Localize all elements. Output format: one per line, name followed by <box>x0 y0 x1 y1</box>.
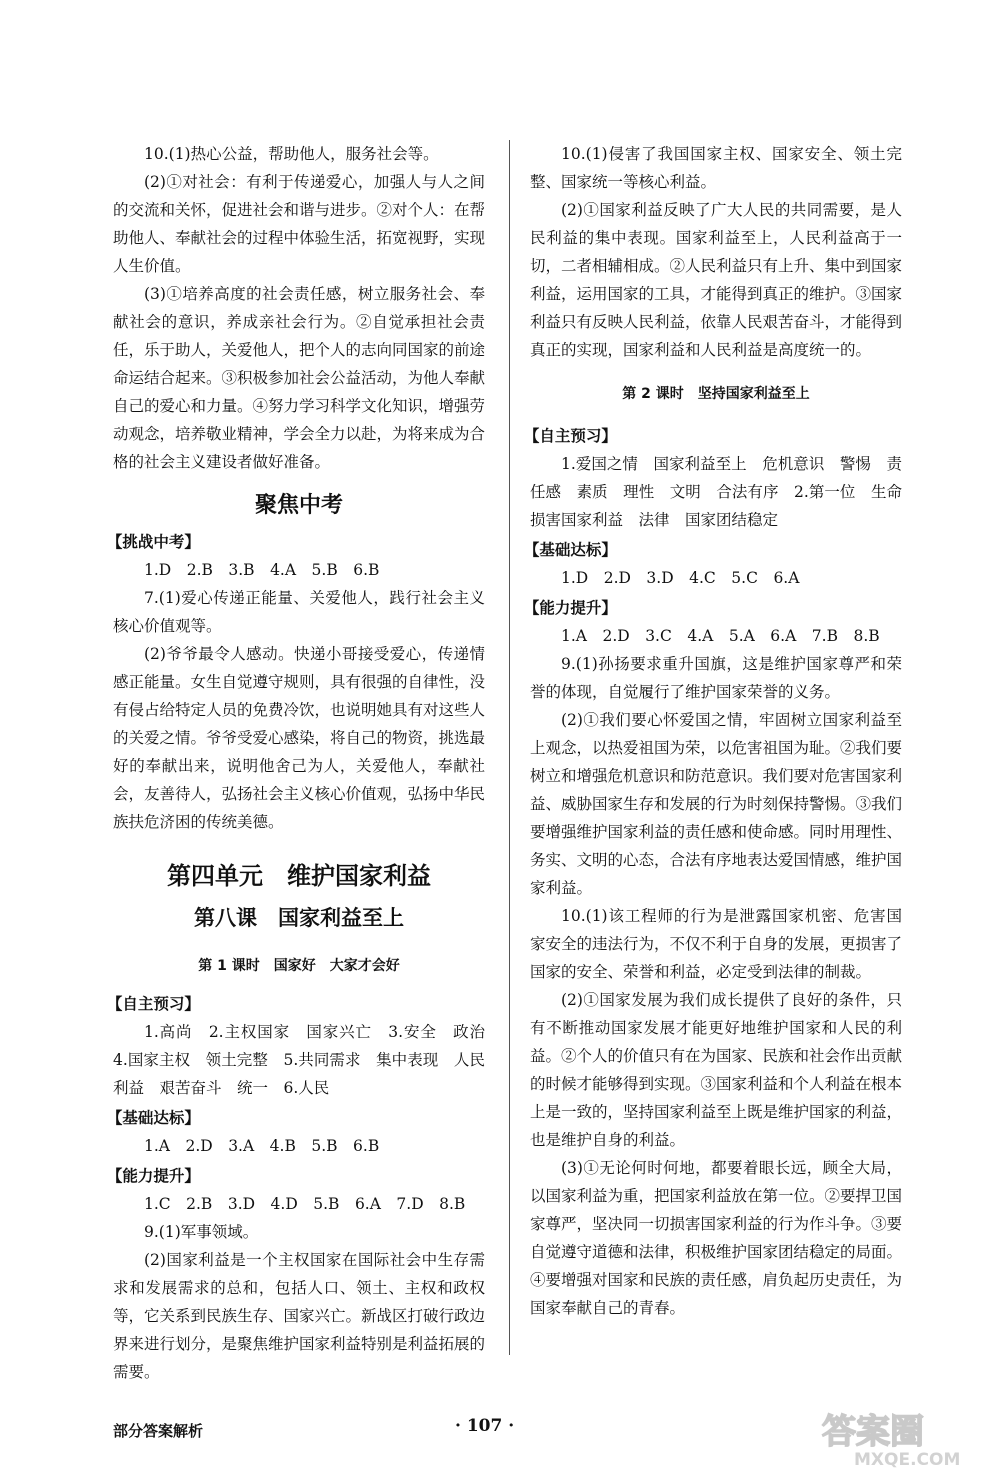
answer-paragraph: 1.爱国之情 国家利益至上 危机意识 警惕 责任感 素质 理性 文明 合法有序 2.第一位 生命 损害国家利益 法律 国家团结稳定 <box>530 455 918 529</box>
answer-paragraph: 7.(1)爱心传递正能量、关爱他人，践行社会主义核心价值观等。 <box>113 589 485 635</box>
answer-paragraph: 1.D 2.D 3.D 4.C 5.C 6.A <box>561 569 800 587</box>
period-heading: 第 2 课时 坚持国家利益至上 <box>622 386 810 402</box>
section-tag: 【自主预习】 <box>106 995 200 1013</box>
column-divider <box>509 140 510 1355</box>
answer-paragraph: 1.A 2.D 3.C 4.A 5.A 6.A 7.B 8.B <box>561 627 880 645</box>
footer-section-label: 部分答案解析 <box>113 1422 204 1440</box>
answer-paragraph: (2)①对社会：有利于传递爱心，加强人与人之间的交流和关怀，促进社会和谐与进步。②对个人：在帮助他人、奉献社会的过程中体验生活，拓宽视野，实现人生价值。 <box>113 173 486 275</box>
section-tag: 【自主预习】 <box>523 427 617 445</box>
section-tag: 【基础达标】 <box>106 1109 200 1127</box>
answer-paragraph: 9.(1)孙扬要求重升国旗，这是维护国家尊严和荣誉的体现，自觉履行了维护国家荣誉的义务。 <box>530 655 902 701</box>
answer-paragraph: 10.(1)该工程师的行为是泄露国家机密、危害国家安全的违法行为，不仅不利于自身的发展，更损害了国家的安全、荣誉和利益，必定受到法律的制裁。 <box>530 907 903 981</box>
section-tag: 【挑战中考】 <box>106 533 200 551</box>
answer-paragraph: 1.D 2.B 3.B 4.A 5.B 6.B <box>144 561 380 579</box>
answer-paragraph: 1.A 2.D 3.A 4.B 5.B 6.B <box>144 1137 380 1155</box>
page-number: · 107 · <box>455 1416 515 1436</box>
section-tag: 【能力提升】 <box>106 1167 200 1185</box>
left-column <box>106 140 501 1386</box>
watermark-text: 答案圈 <box>822 1412 924 1452</box>
answer-paragraph: 9.(1)军事领域。 <box>144 1223 259 1241</box>
answer-paragraph: 10.(1)热心公益，帮助他人，服务社会等。 <box>144 145 439 163</box>
right-column <box>523 140 918 1322</box>
watermark-url: MXQE.COM <box>854 1450 961 1470</box>
answer-paragraph: (3)①培养高度的社会责任感，树立服务社会、奉献社会的意识，养成亲社会行为。②自觉承担社会责任，乐于助人，关爱他人，把个人的志向同国家的前途命运结合起来。③积极参加社会公益活动，为他人奉献自己的爱心和力量。④努力学习科学文化知识，增强劳动观念，培养敬业精神，学会全力以赴，为将来成为合格的社会主义建设者做好准备。 <box>113 285 486 471</box>
watermark-logo <box>812 1405 980 1470</box>
answer-paragraph: 1.高尚 2.主权国家 国家兴亡 3.安全 政治 4.国家主权 领土完整 5.共同需求 集中表现 人民利益 艰苦奋斗 统一 6.人民 <box>113 1023 501 1097</box>
lesson-heading: 第八课 国家利益至上 <box>194 906 404 930</box>
answer-paragraph: 1.C 2.B 3.D 4.D 5.B 6.A 7.D 8.B <box>144 1195 466 1213</box>
answer-paragraph: (2)①国家利益反映了广大人民的共同需要，是人民利益的集中表现。国家利益至上，人民利益高于一切，二者相辅相成。②人民利益只有上升、集中到国家利益，运用国家的工具，才能得到真正的维护。③国家利益只有反映人民利益，依靠人民艰苦奋斗，才能得到真正的实现，国家利益和人民利益是高度统一的。 <box>530 201 903 359</box>
section-heading: 聚焦中考 <box>254 493 343 518</box>
unit-heading: 第四单元 维护国家利益 <box>167 862 431 890</box>
answer-paragraph: (2)①国家发展为我们成长提供了良好的条件，只有不断推动国家发展才能更好地维护国家和人民的利益。②个人的价值只有在为国家、民族和社会作出贡献的时候才能够得到实现。③国家利益和个人利益在根本上是一致的，坚持国家利益至上既是维护国家的利益，也是维护自身的利益。 <box>530 991 903 1149</box>
answer-paragraph: (2)①我们要心怀爱国之情，牢固树立国家利益至上观念，以热爱祖国为荣，以危害祖国为耻。②我们要树立和增强危机意识和防范意识。我们要对危害国家利益、威胁国家生存和发展的行为时刻保持警惕。③我们要增强维护国家利益的责任感和使命感。同时用理性、务实、文明的心态，合法有序地表达爱国情感，维护国家利益。 <box>530 711 903 897</box>
answer-paragraph: (2)国家利益是一个主权国家在国际社会中生存需求和发展需求的总和，包括人口、领土、主权和政权等，它关系到民族生存、国家兴亡。新战区打破行政边界来进行划分，是聚焦维护国家利益特别是利益拓展的需要。 <box>113 1251 486 1381</box>
section-tag: 【基础达标】 <box>523 541 617 559</box>
answer-paragraph: (2)爷爷最令人感动。快递小哥接受爱心，传递情感正能量。女生自觉遵守规则，具有很强的自律性，没有侵占给特定人员的免费冷饮，也说明她具有对这些人的关爱之情。爷爷受爱心感染，将自己的物资，挑选最好的奉献出来，说明他舍己为人，关爱他人，奉献社会，友善待人，弘扬社会主义核心价值观，弘扬中华民族扶危济困的传统美德。 <box>113 645 486 831</box>
section-tag: 【能力提升】 <box>523 599 617 617</box>
answer-paragraph: (3)①无论何时何地，都要着眼长远，顾全大局，以国家利益为重，把国家利益放在第一位。②要捍卫国家尊严，坚决同一切损害国家利益的行为作斗争。③要自觉遵守道德和法律，积极维护国家团结稳定的局面。④要增强对国家和民族的责任感，肩负起历史责任，为国家奉献自己的青春。 <box>530 1159 903 1317</box>
period-heading: 第 1 课时 国家好 大家才会好 <box>198 958 400 974</box>
answer-paragraph: 10.(1)侵害了我国国家主权、国家安全、领土完整、国家统一等核心利益。 <box>530 145 902 191</box>
